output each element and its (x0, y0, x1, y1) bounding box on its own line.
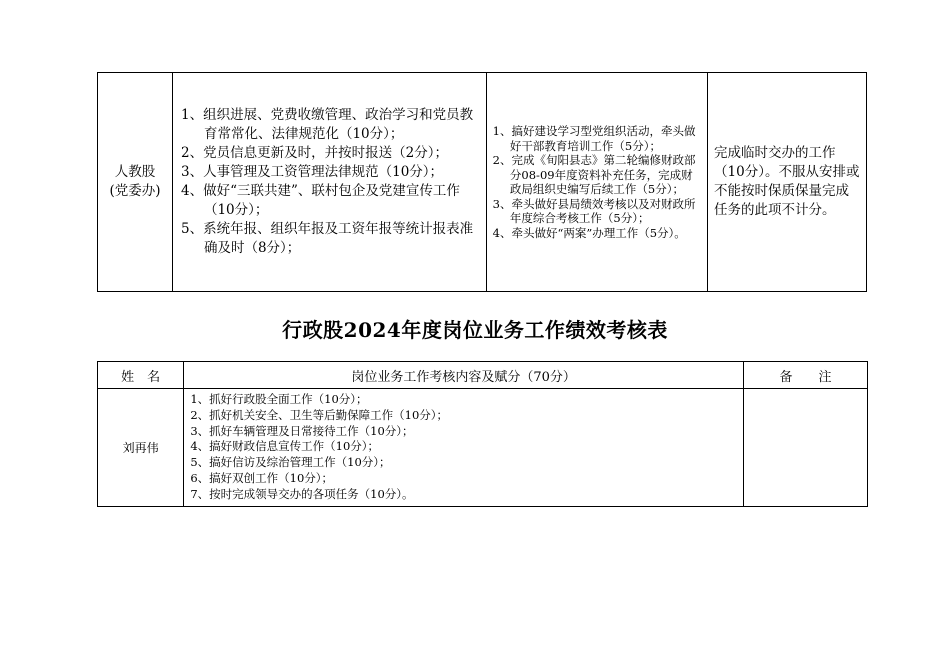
note-cell (743, 389, 867, 507)
department-name: 人教股 (114, 164, 156, 180)
section-title: 行政股2024年度岗位业务工作绩效考核表 (282, 318, 668, 342)
list-item: 7、按时完成领导交办的各项任务（10分）。 (190, 486, 414, 501)
list-item: 3、牵头做好县局绩效考核以及对财政所年度综合考核工作（5分）； (492, 196, 696, 225)
content-header: 岗位业务工作考核内容及赋分（70分） (184, 362, 744, 389)
table-row (98, 73, 867, 292)
note-text: 完成临时交办的工作（10分）。不服从安排或不能按时保质保量完成任务的此项不计分。 (714, 145, 860, 218)
list-item: 6、搞好双创工作（10分）； (190, 470, 334, 485)
department-cell (98, 73, 173, 292)
header-row (98, 362, 868, 389)
note-cell (708, 73, 867, 292)
note-header: 备 注 (743, 362, 867, 389)
list-item: 4、搞好财政信息宣传工作（10分）； (190, 439, 380, 454)
top-assessment-table (97, 72, 867, 292)
name-header: 姓 名 (98, 362, 184, 389)
list-item: 5、搞好信访及综治管理工作（10分）； (190, 455, 391, 470)
list-item: 4、做好“三联共建”、联村包企及党建宣传工作（10分）； (181, 183, 460, 218)
list-item: 1、组织进展、党费收缴管理、政治学习和党员教育常常化、法律规范化（10分）； (181, 107, 474, 142)
list-item: 3、人事管理及工资管理法律规范（10分）； (181, 164, 444, 180)
list-item: 2、抓好机关安全、卫生等后勤保障工作（10分）； (190, 407, 449, 422)
content-cell (184, 389, 744, 507)
list-item: 1、抓好行政股全面工作（10分）； (190, 392, 368, 406)
table-row (98, 389, 868, 507)
department-alias: (党委办) (109, 183, 161, 199)
sub-items-cell (486, 73, 707, 292)
person-name: 刘再伟 (98, 389, 184, 507)
list-item: 5、系统年报、组织年报及工资年报等统计报表准确及时（8分）； (181, 221, 474, 256)
list-item: 2、完成《旬阳县志》第二轮编修财政部分08-09年度资料补充任务，完成财政局组织史编写后续工作（5分）； (492, 153, 696, 196)
main-items-cell (173, 73, 487, 292)
list-item: 1、搞好建设学习型党组织活动，牵头做好干部教育培训工作（5分）； (492, 124, 696, 153)
list-item: 2、党员信息更新及时，并按时报送（2分）； (181, 145, 448, 161)
list-item: 3、抓好车辆管理及日常接待工作（10分）； (190, 423, 414, 438)
bottom-assessment-table (97, 361, 868, 507)
list-item: 4、牵头做好“两案”办理工作（5分）。 (492, 225, 686, 240)
